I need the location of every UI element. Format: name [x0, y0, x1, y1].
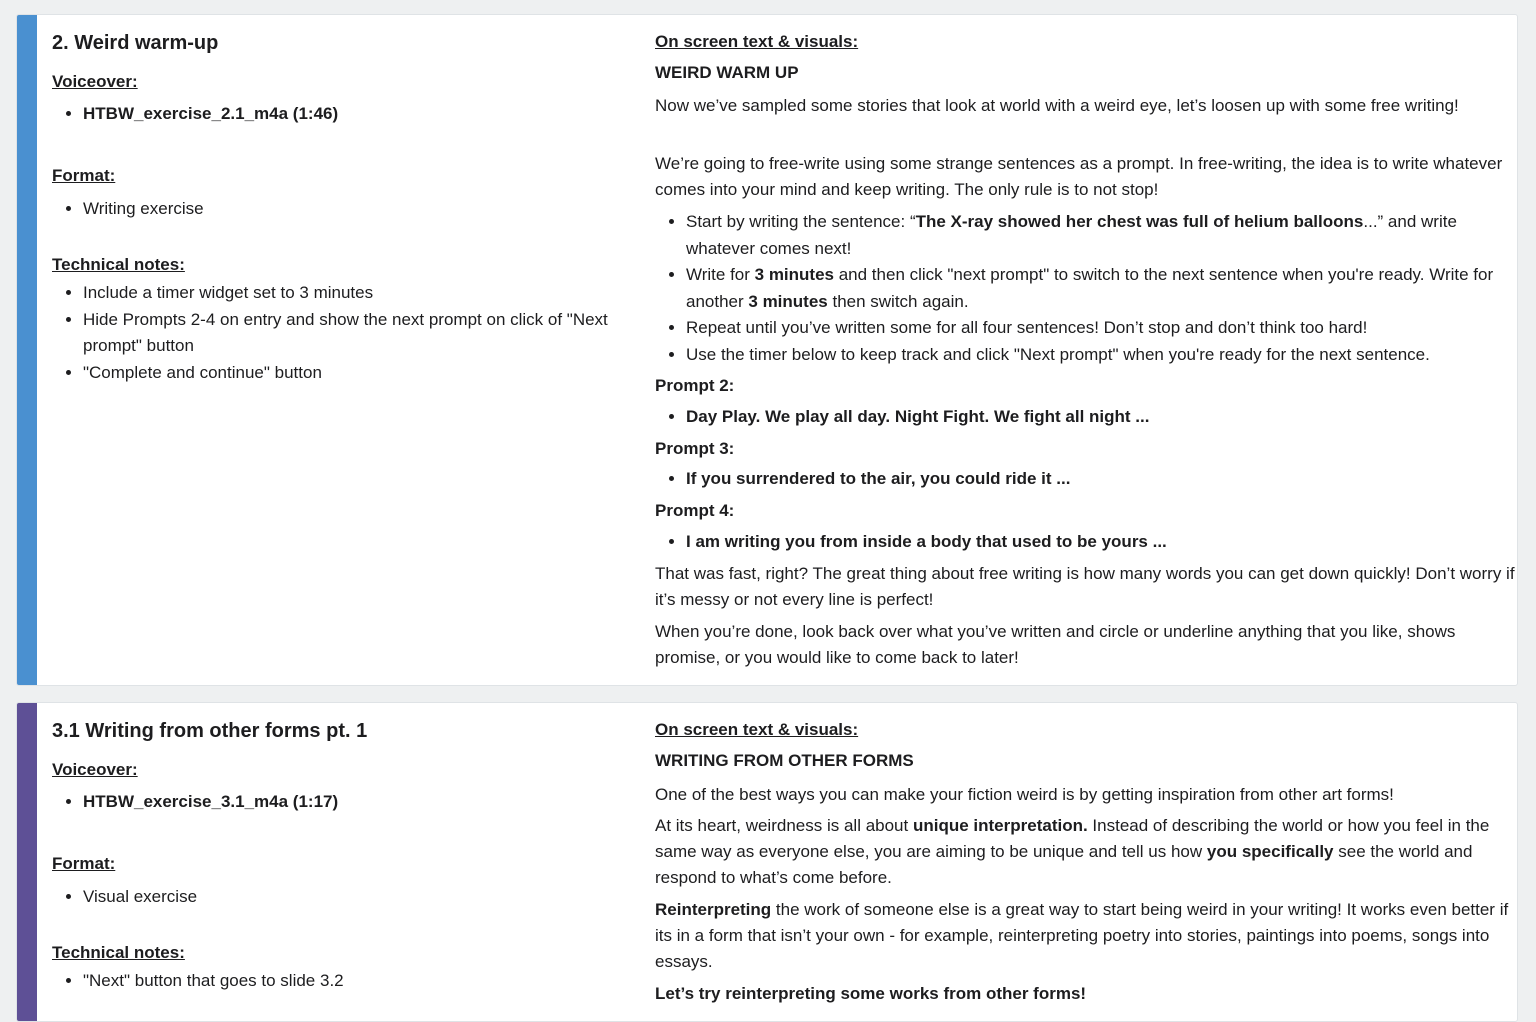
prompt-2-label: Prompt 2: — [655, 376, 735, 395]
format-item: • Writing exercise — [83, 196, 632, 223]
slide-card-2 — [16, 14, 1518, 686]
intro-paragraph-2: At its heart, weirdness is all about unique interpretation. Instead of describing the world or how you feel in the same way as everyone else, you are aiming to be unique and tell us how you specifically see the world and respond to what’s come before. — [655, 816, 1490, 887]
format-list — [52, 884, 632, 911]
onscreen-heading: WRITING FROM OTHER FORMS — [655, 751, 914, 770]
instructions-list — [655, 209, 1518, 368]
voiceover-list — [52, 789, 632, 816]
instruction-item: • Start by writing the sentence: “The X-ray showed her chest was full of helium balloons...” and write whatever comes next! — [686, 209, 1518, 262]
card-accent-stripe — [17, 703, 37, 1021]
prompt-3-list — [655, 466, 1518, 493]
technical-note: • Include a timer widget set to 3 minutes — [83, 280, 632, 307]
technical-note: • Hide Prompts 2-4 on entry and show the next prompt on click of "Next prompt" button — [83, 307, 632, 360]
technical-notes-label: Technical notes: — [52, 255, 185, 274]
instruction-item: • Write for 3 minutes and then click "next prompt" to switch to the next sentence when you're ready. Write for another 3 minutes then switch again. — [686, 262, 1518, 315]
intro-paragraph-2: We’re going to free-write using some strange sentences as a prompt. In free-writing, the idea is to write whatever comes into your mind and keep writing. The only rule is to not stop! — [655, 154, 1503, 199]
card-accent-stripe — [17, 15, 37, 685]
technical-notes-list — [52, 280, 632, 386]
onscreen-heading: WEIRD WARM UP — [655, 63, 799, 82]
outro-paragraph-2: When you’re done, look back over what you’ve written and circle or underline anything that you like, shows promise, or you would like to come back to later! — [655, 622, 1456, 667]
prompt-text: • I am writing you from inside a body that used to be yours ... — [686, 529, 1518, 556]
prompt-text: • If you surrendered to the air, you could ride it ... — [686, 466, 1518, 493]
call-to-action-text: Let’s try reinterpreting some works from other forms! — [655, 984, 1087, 1003]
technical-note: • "Complete and continue" button — [83, 360, 632, 387]
intro-paragraph-1: One of the best ways you can make your fiction weird is by getting inspiration from other art forms! — [655, 785, 1394, 804]
prompt-4-list — [655, 529, 1518, 556]
prompt-text: • Day Play. We play all day. Night Fight. We fight all night ... — [686, 404, 1518, 431]
voiceover-file: • HTBW_exercise_2.1_m4a (1:46) — [83, 101, 632, 128]
prompt-2-list — [655, 404, 1518, 431]
format-item: • Visual exercise — [83, 884, 632, 911]
format-label: Format: — [52, 854, 116, 873]
format-list — [52, 196, 632, 223]
onscreen-label: On screen text & visuals: — [655, 720, 859, 739]
voiceover-label: Voiceover: — [52, 72, 138, 91]
card-title: 3.1 Writing from other forms pt. 1 — [52, 720, 368, 742]
technical-notes-label: Technical notes: — [52, 943, 185, 962]
intro-paragraph-3: Reinterpreting the work of someone else is a great way to start being weird in your writing! It works even better if its in a form that isn’t your own - for example, reinterpreting poetry into stories, paintings into poems, songs into essays. — [655, 900, 1509, 971]
intro-paragraph-1: Now we’ve sampled some stories that look at world with a weird eye, let’s loosen up with some free writing! — [655, 96, 1459, 115]
onscreen-label: On screen text & visuals: — [655, 32, 859, 51]
technical-notes-list — [52, 968, 632, 995]
slide-card-3-1 — [16, 702, 1518, 1022]
voiceover-file: • HTBW_exercise_3.1_m4a (1:17) — [83, 789, 632, 816]
outro-paragraph-1: That was fast, right? The great thing about free writing is how many words you can get down quickly! Don’t worry if it’s messy or not every line is perfect! — [655, 564, 1515, 609]
format-label: Format: — [52, 166, 116, 185]
prompt-4-label: Prompt 4: — [655, 501, 735, 520]
instruction-item: • Use the timer below to keep track and click "Next prompt" when you're ready for the next sentence. — [686, 342, 1518, 369]
card-title: 2. Weird warm-up — [52, 32, 219, 54]
technical-note: • "Next" button that goes to slide 3.2 — [83, 968, 632, 995]
instruction-item: • Repeat until you’ve written some for all four sentences! Don’t stop and don’t think too hard! — [686, 315, 1518, 342]
prompt-3-label: Prompt 3: — [655, 439, 735, 458]
voiceover-list — [52, 101, 632, 128]
voiceover-label: Voiceover: — [52, 760, 138, 779]
